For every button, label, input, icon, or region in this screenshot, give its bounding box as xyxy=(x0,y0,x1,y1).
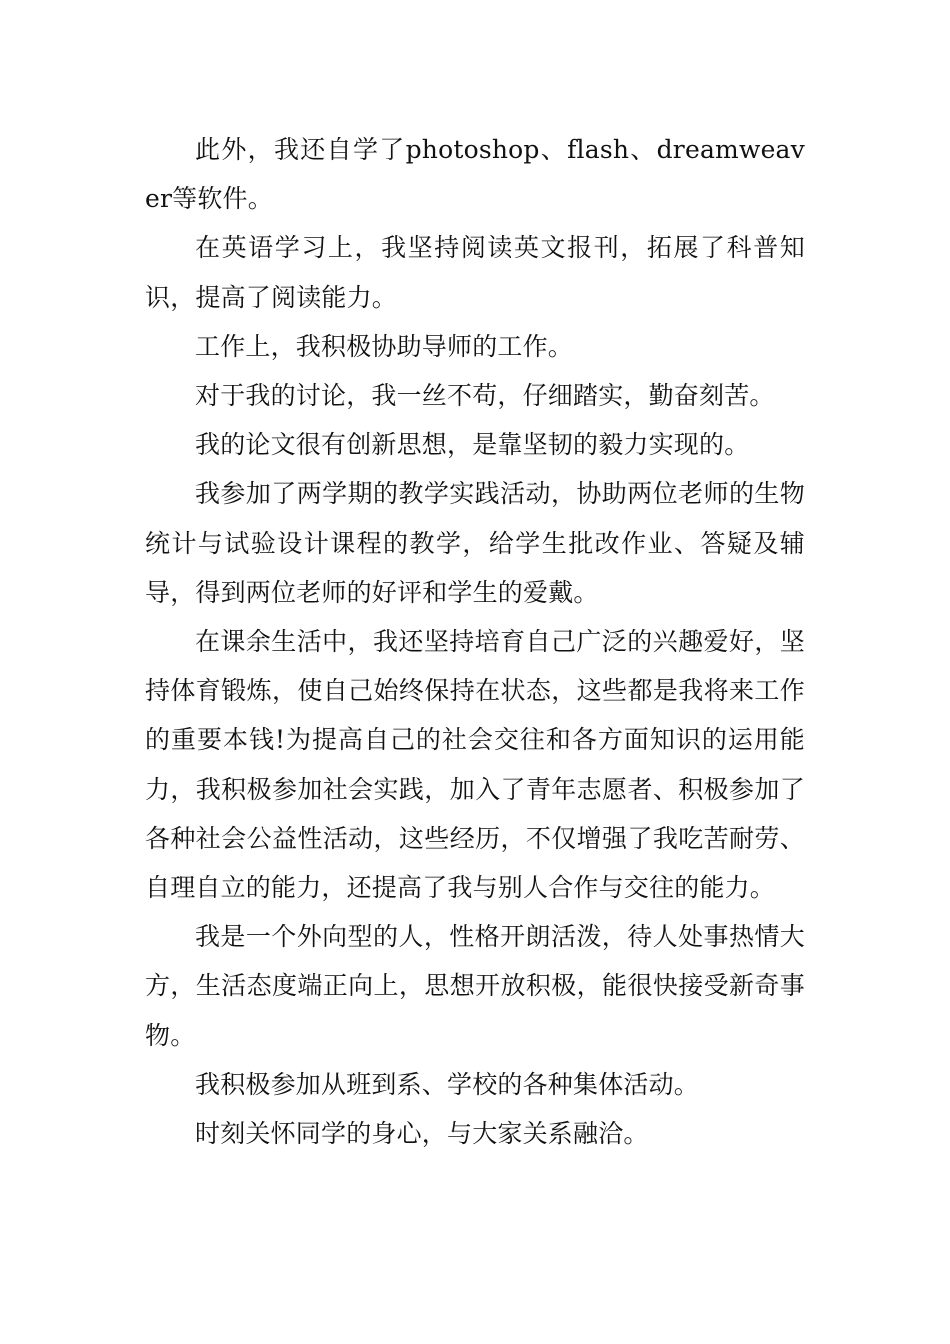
paragraph-discussion: 对于我的讨论，我一丝不苟，仔细踏实，勤奋刻苦。 xyxy=(195,381,775,411)
paragraph-personality: 我是一个外向型的人，性格开朗活泼，待人处事热情大方，生活态度端正向上，思想开放积极，能很快接受新奇事物。 xyxy=(145,922,805,1050)
paragraph-thesis: 我的论文很有创新思想，是靠坚韧的毅力实现的。 xyxy=(195,430,750,460)
paragraph-collective-activities: 我积极参加从班到系、学校的各种集体活动。 xyxy=(195,1069,700,1099)
paragraph-classmates: 时刻关怀同学的身心，与大家关系融洽。 xyxy=(195,1119,649,1149)
paragraph-extracurricular: 在课余生活中，我还坚持培育自己广泛的兴趣爱好，坚持体育锻炼，使自己始终保持在状态，这些都是我将来工作的重要本钱!为提高自己的社会交往和各方面知识的运用能力，我积极参加社会实践，加入了青年志愿者、积极参加了各种社会公益性活动，这些经历，不仅增强了我吃苦耐劳、自理自立的能力，还提高了我与别人合作与交往的能力。 xyxy=(145,627,805,903)
paragraph-work-assist: 工作上，我积极协助导师的工作。 xyxy=(195,331,574,361)
paragraph-self-study: 此外，我还自学了photoshop、flash、dreamweaver等软件。 xyxy=(145,135,805,214)
document-body xyxy=(145,125,805,1158)
paragraph-teaching-practice: 我参加了两学期的教学实践活动，协助两位老师的生物统计与试验设计课程的教学，给学生批改作业、答疑及辅导，得到两位老师的好评和学生的爱戴。 xyxy=(145,479,805,607)
paragraph-english-study: 在英语学习上，我坚持阅读英文报刊，拓展了科普知识，提高了阅读能力。 xyxy=(145,233,805,312)
